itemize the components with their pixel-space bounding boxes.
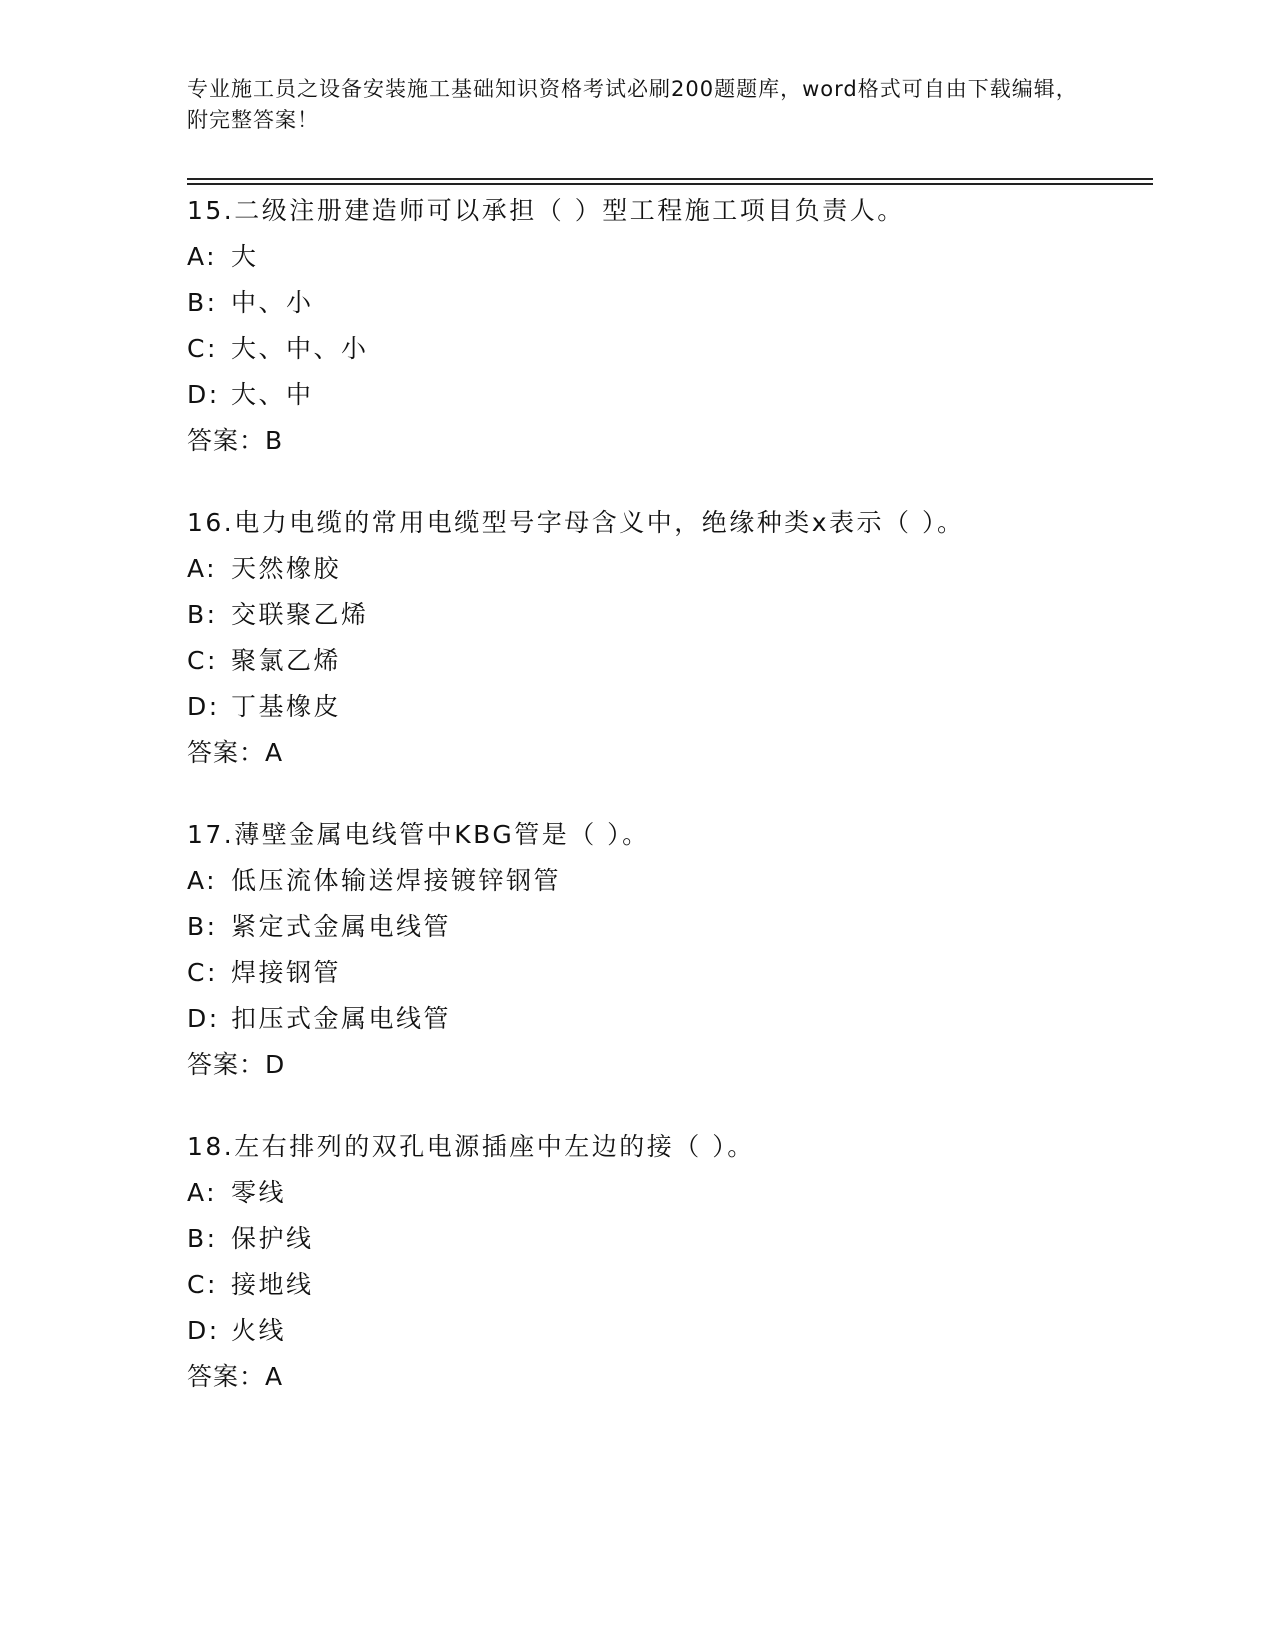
option-letter: C:	[187, 334, 218, 363]
option-c	[187, 1262, 1147, 1308]
question-16	[187, 500, 1147, 776]
option-text: 交联聚乙烯	[231, 600, 369, 629]
option-c	[187, 950, 1147, 996]
answer: 答案：A	[187, 1362, 284, 1391]
question-list	[187, 188, 1147, 1436]
answer: 答案：D	[187, 1050, 286, 1079]
option-b	[187, 1216, 1147, 1262]
option-text: 大	[231, 242, 259, 271]
question-17	[187, 812, 1147, 1088]
option-text: 聚氯乙烯	[231, 646, 342, 675]
option-letter: D:	[187, 1316, 220, 1345]
option-c	[187, 326, 1147, 372]
option-letter: C:	[187, 958, 218, 987]
option-text: 火线	[231, 1316, 287, 1345]
option-d	[187, 1308, 1147, 1354]
option-d	[187, 996, 1147, 1042]
document-title: 专业施工员之设备安装施工基础知识资格考试必刷200题题库，word格式可自由下载编辑，附完整答案！	[187, 77, 1078, 132]
header-divider-top	[187, 178, 1153, 180]
option-c	[187, 638, 1147, 684]
option-text: 零线	[231, 1178, 287, 1207]
option-d	[187, 684, 1147, 730]
option-a	[187, 234, 1147, 280]
option-letter: B:	[187, 912, 218, 941]
option-letter: A:	[187, 866, 218, 895]
option-letter: A:	[187, 1178, 218, 1207]
question-15	[187, 188, 1147, 464]
question-stem: 16.电力电缆的常用电缆型号字母含义中，绝缘种类x表示（ ）。	[187, 508, 965, 537]
option-a	[187, 546, 1147, 592]
option-text: 焊接钢管	[231, 958, 342, 987]
option-text: 丁基橡皮	[231, 692, 342, 721]
option-a	[187, 1170, 1147, 1216]
option-letter: B:	[187, 600, 218, 629]
option-letter: A:	[187, 242, 218, 271]
answer: 答案：A	[187, 738, 284, 767]
option-letter: C:	[187, 646, 218, 675]
option-text: 紧定式金属电线管	[231, 912, 452, 941]
option-text: 中、小	[231, 288, 314, 317]
question-stem: 17.薄壁金属电线管中KBG管是（ ）。	[187, 820, 650, 849]
question-stem: 15.二级注册建造师可以承担（ ）型工程施工项目负责人。	[187, 196, 905, 225]
option-letter: D:	[187, 380, 220, 409]
option-text: 扣压式金属电线管	[231, 1004, 452, 1033]
option-letter: B:	[187, 1224, 218, 1253]
option-text: 大、中、小	[231, 334, 369, 363]
option-text: 大、中	[231, 380, 314, 409]
header-divider-bottom	[187, 183, 1153, 185]
answer: 答案：B	[187, 426, 284, 455]
question-18	[187, 1124, 1147, 1400]
option-text: 保护线	[231, 1224, 314, 1253]
option-text: 低压流体输送焊接镀锌钢管	[231, 866, 562, 895]
option-b	[187, 280, 1147, 326]
option-text: 接地线	[231, 1270, 314, 1299]
option-b	[187, 592, 1147, 638]
option-letter: C:	[187, 1270, 218, 1299]
option-letter: B:	[187, 288, 218, 317]
option-letter: A:	[187, 554, 218, 583]
option-letter: D:	[187, 692, 220, 721]
option-d	[187, 372, 1147, 418]
option-a	[187, 858, 1147, 904]
option-letter: D:	[187, 1004, 220, 1033]
option-text: 天然橡胶	[231, 554, 342, 583]
question-stem: 18.左右排列的双孔电源插座中左边的接（ ）。	[187, 1132, 755, 1161]
option-b	[187, 904, 1147, 950]
